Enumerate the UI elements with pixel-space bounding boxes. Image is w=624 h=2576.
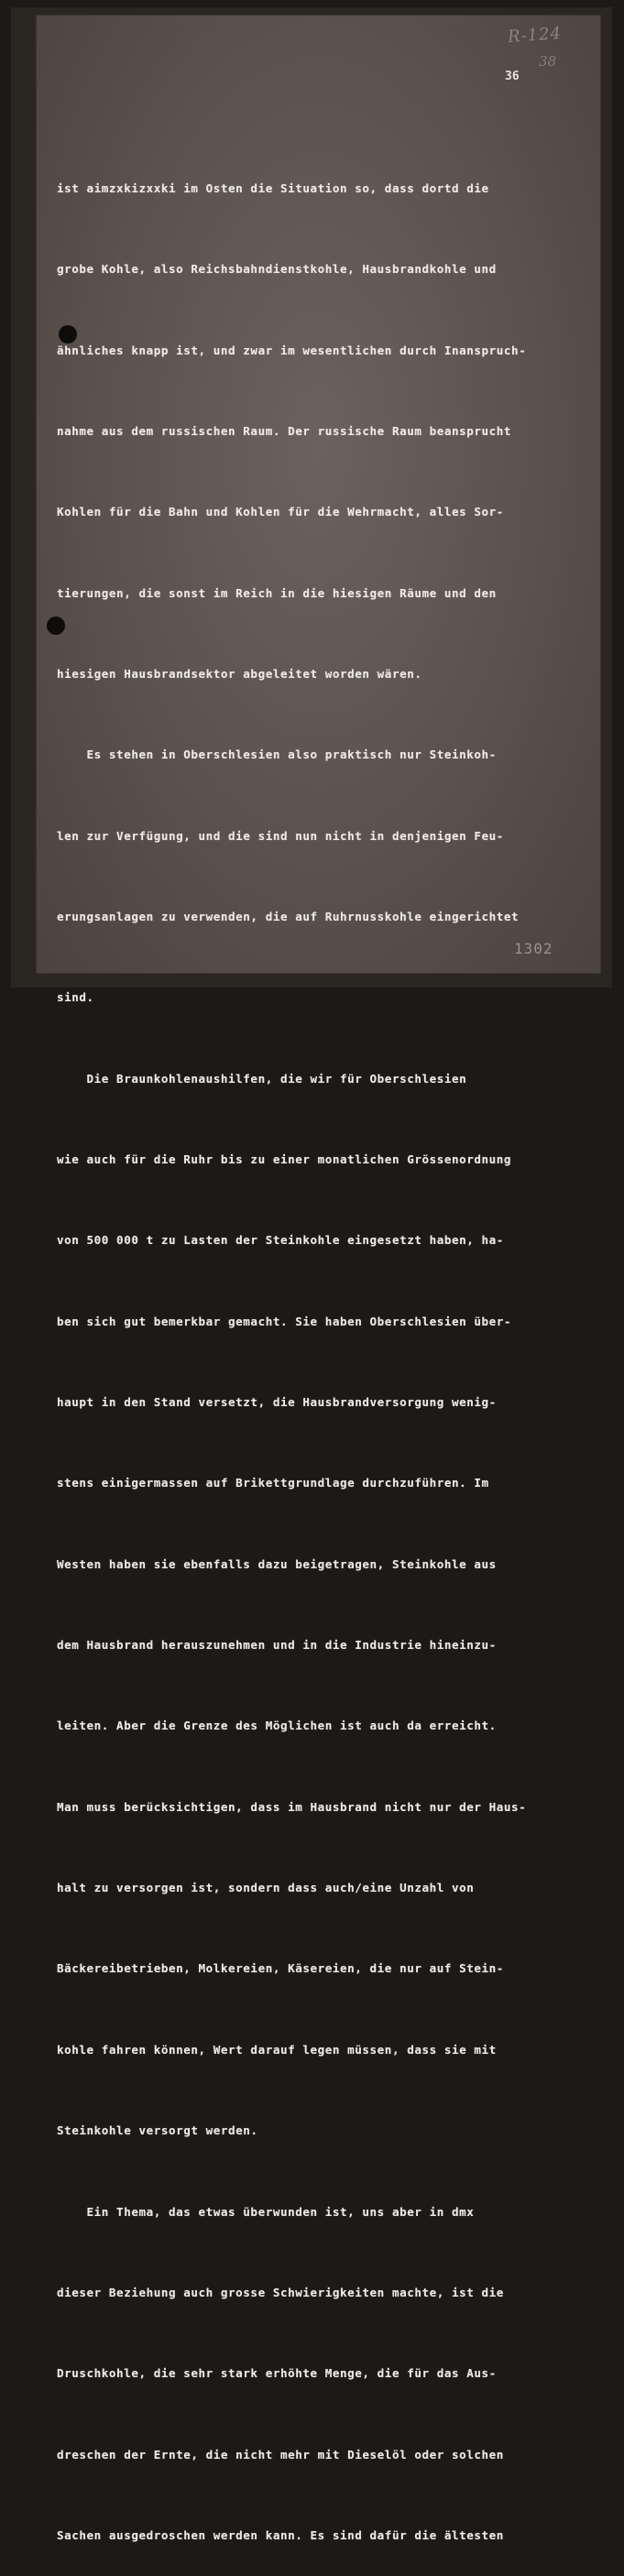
text-line: leiten. Aber die Grenze des Möglichen ist auch da erreicht. (57, 1719, 497, 1733)
text-line: ist aimzxkizxxki im Osten die Situation so, dass dortd die (57, 180, 489, 195)
text-line: ähnliches knapp ist, und zwar im wesentlichen durch Inanspruch- (57, 343, 527, 357)
page-number: 36 (505, 70, 520, 83)
text-line: wie auch für die Ruhr bis zu einer monatlichen Grössenordnung (57, 1152, 512, 1167)
text-line: Es stehen in Oberschlesien also praktisch nur Steinkoh- (57, 748, 497, 762)
text-line: nahme aus dem russischen Raum. Der russische Raum beansprucht (57, 423, 512, 438)
text-line: Sachen ausgedroschen werden kann. Es sind dafür die ältesten (57, 2527, 504, 2542)
text-line: halt zu versorgen ist, sondern dass auch/eine Unzahl von (57, 1881, 475, 1895)
text-line: Kohlen für die Bahn und Kohlen für die Wehrmacht, alles Sor- (57, 505, 504, 519)
text-line: Westen haben sie ebenfalls dazu beigetragen, Steinkohle aus (57, 1556, 497, 1571)
text-line: grobe Kohle, also Reichsbahndienstkohle, Hausbrandkohle und (57, 262, 497, 277)
text-line: dreschen der Ernte, die nicht mehr mit Dieselöl oder solchen (57, 2447, 504, 2461)
text-line: Druschkohle, die sehr stark erhöhte Menge, die für das Aus- (57, 2366, 497, 2381)
text-line: erungsanlagen zu verwenden, die auf Ruhrnusskohle eingerichtet (57, 910, 520, 923)
archive-reference-mark-secondary: 38 (539, 53, 557, 70)
text-line: hiesigen Hausbrandsektor abgeleitet worden wären. (57, 666, 422, 681)
text-line: Ein Thema, das etwas überwunden ist, uns aber in dmx (57, 2204, 475, 2219)
text-line: len zur Verfügung, und die sind nun nicht in denjenigen Feu- (57, 828, 504, 843)
text-line: von 500 000 t zu Lasten der Steinkohle eingesetzt haben, ha- (57, 1233, 504, 1248)
text-line: Steinkohle versorgt werden. (57, 2123, 258, 2138)
text-line: Die Braunkohlenaushilfen, die wir für Oberschlesien (57, 1071, 467, 1086)
typewritten-body (57, 121, 588, 2576)
text-line: ben sich gut bemerkbar gemacht. Sie haben Oberschlesien über- (57, 1314, 512, 1328)
text-line: dieser Beziehung auch grosse Schwierigkeiten machte, ist die (57, 2285, 504, 2299)
text-line: Bäckereibetrieben, Molkereien, Käsereien, die nur auf Stein- (57, 1961, 504, 1976)
text-line: haupt in den Stand versetzt, die Hausbrandversorgung wenig- (57, 1395, 497, 1410)
text-line: kohle fahren können, Wert darauf legen müssen, dass sie mit (57, 2042, 497, 2057)
archive-stamp-number: 1302 (514, 940, 553, 957)
text-line: sind. (57, 990, 94, 1005)
archive-reference-mark: R-124 (507, 23, 563, 48)
text-line: stens einigermassen auf Brikettgrundlage durchzuführen. Im (57, 1476, 489, 1490)
text-line: tierungen, die sonst im Reich in die hiesigen Räume und den (57, 585, 497, 600)
text-line: Man muss berücksichtigen, dass im Hausbrand nicht nur der Haus- (57, 1799, 527, 1814)
text-line: dem Hausbrand herauszunehmen und in die Industrie hineinzu- (57, 1638, 497, 1653)
